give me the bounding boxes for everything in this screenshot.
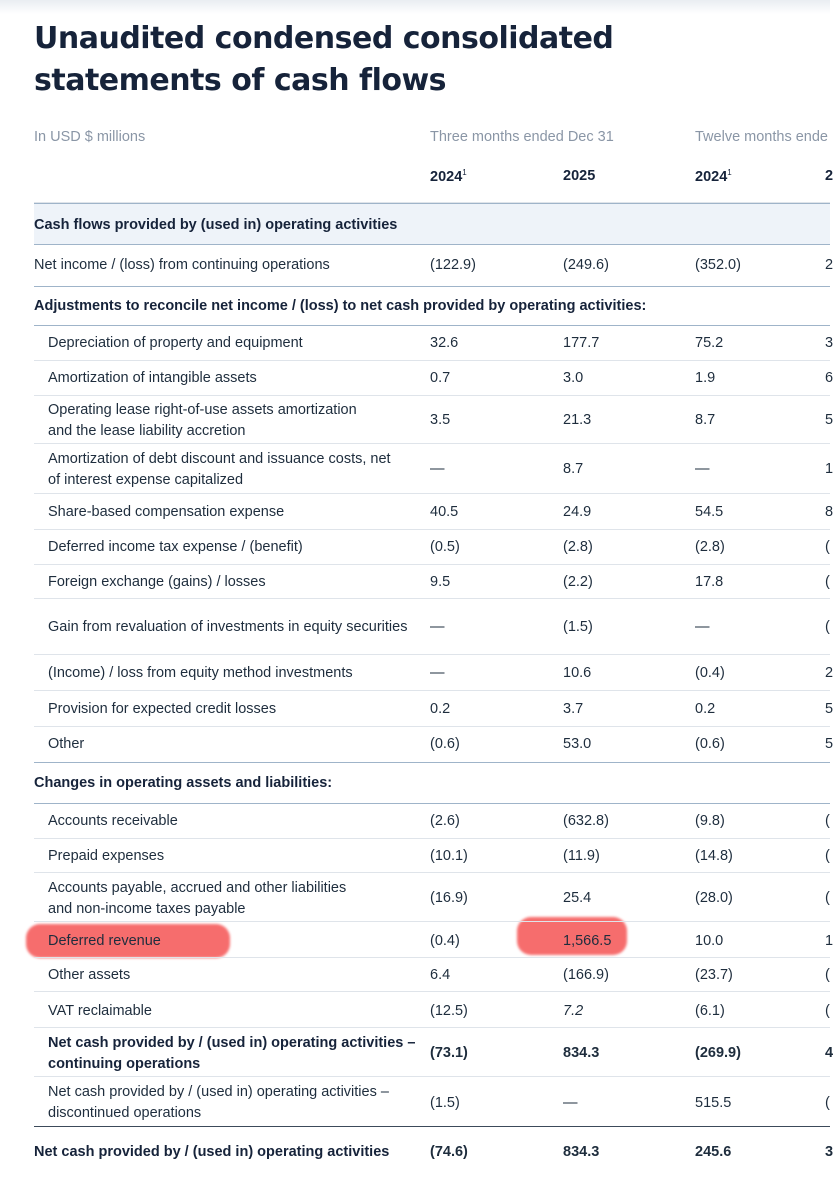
table-row [34,444,833,494]
table-row-total [34,1126,833,1178]
cell: ( [825,848,830,864]
cell: 10.6 [563,665,592,681]
row-label: Provision for expected credit losses [48,701,277,717]
table-row [34,691,833,727]
row-label-line-2: and non-income taxes payable [48,901,246,917]
cell: (12.5) [430,1003,468,1019]
cell: 834.3 [563,1144,600,1160]
cell: 40.5 [430,504,459,520]
cell: 3.5 [430,412,451,428]
row-label: Other [48,736,85,752]
year-col-3: 2024$^1$ [695,168,732,185]
cell: ( [825,1003,830,1019]
row-label-line-2: and the lease liability accretion [48,423,246,439]
period-three-months: Three months ended Dec 31 [430,129,614,145]
cell: (122.9) [430,257,476,273]
cell: (11.9) [563,848,600,864]
row-label: Amortization of debt discount and issuance costs, net [48,451,391,467]
cell: (249.6) [563,257,609,273]
table-row [34,530,830,565]
table-row-highlighted [34,922,833,958]
cell: 10.0 [695,933,724,949]
cell: 1,566.5 [563,933,612,949]
table-row [34,361,833,396]
cell: 17.8 [695,574,724,590]
cell: 25.4 [563,890,592,906]
year-col-4: 2 [825,168,833,184]
cell: 3.7 [563,701,584,717]
cell: (632.8) [563,813,609,829]
cell: 8 [825,504,833,520]
table-row [34,727,833,762]
row-label: Gain from revaluation of investments in equity securities [48,619,408,635]
table-row [34,873,830,922]
section-label: Cash flows provided by (used in) operating activities [34,217,398,233]
table-row [34,246,833,286]
cell: (74.6) [430,1144,468,1160]
cell: 177.7 [563,335,600,351]
row-label-line-2: continuing operations [48,1056,201,1072]
cell: (23.7) [695,967,733,983]
cell: — [430,665,445,681]
units-label: In USD $ millions [34,129,146,145]
table-row [34,839,830,873]
cell: (1.5) [563,619,593,635]
section-changes [34,762,830,804]
table-row [34,804,830,839]
table-row [34,494,833,530]
table-row [34,599,830,655]
cell: 53.0 [563,736,592,752]
cell: (2.8) [563,539,593,555]
cell: (2.8) [695,539,725,555]
cell: (0.5) [430,539,460,555]
title-line-1: Unaudited condensed consolidated [34,21,614,56]
row-label: Net cash provided by / (used in) operating activities – [48,1084,389,1100]
cell: (1.5) [430,1095,460,1111]
cell: — [563,1095,578,1111]
section-operating [34,203,830,245]
cell: 54.5 [695,504,724,520]
cell: 9.5 [430,574,451,590]
cell: 8.7 [563,461,584,477]
cell: 2 [825,665,833,681]
cell: ( [825,813,830,829]
table-row [34,396,833,444]
cell: 3.0 [563,370,584,386]
row-label-line-2: of interest expense capitalized [48,472,244,488]
cell: — [430,619,445,635]
table-row [34,655,833,691]
cell: 515.5 [695,1095,732,1111]
cell: — [695,461,710,477]
cell: (16.9) [430,890,468,906]
cell: (73.1) [430,1045,468,1061]
row-label: VAT reclaimable [48,1003,152,1019]
table-row [34,992,830,1028]
cell: (6.1) [695,1003,725,1019]
cell: 245.6 [695,1144,732,1160]
cell: 5 [825,701,833,717]
title-line-2: statements of cash flows [34,63,447,98]
cell: 32.6 [430,335,459,351]
cell: 3 [825,1144,833,1160]
cell: (352.0) [695,257,741,273]
cell: 5 [825,412,833,428]
cell: 1 [825,461,833,477]
cell: ( [825,1095,830,1111]
cell: (9.8) [695,813,725,829]
row-label: Accounts payable, accrued and other liabilities [48,880,347,896]
cell: (0.4) [695,665,725,681]
cell: 6 [825,370,833,386]
row-label: Net income / (loss) from continuing operations [34,257,330,273]
period-twelve-months: Twelve months ende [695,129,828,145]
cell: 7.2 [563,1003,584,1019]
row-label: Deferred income tax expense / (benefit) [48,539,303,555]
row-label-line-2: discontinued operations [48,1105,202,1121]
cell: ( [825,539,830,555]
cell: (269.9) [695,1045,741,1061]
cell: 1.9 [695,370,716,386]
cell: (2.6) [430,813,460,829]
cell: 8.7 [695,412,716,428]
row-label: Operating lease right-of-use assets amortization [48,402,357,418]
cell: (0.6) [695,736,725,752]
cell: 3 [825,335,833,351]
cell: 834.3 [563,1045,600,1061]
cell: 6.4 [430,967,451,983]
cell: 4 [825,1045,833,1061]
row-label: Share-based compensation expense [48,504,285,520]
cell: (10.1) [430,848,468,864]
section-adjustments [34,286,830,326]
cell: 1 [825,933,833,949]
cell: (14.8) [695,848,733,864]
row-label: Net cash provided by / (used in) operating activities [34,1144,390,1160]
table-row [34,565,830,599]
cell: (0.4) [430,933,460,949]
cell: ( [825,574,830,590]
cell: 0.2 [695,701,716,717]
cell: 2 [825,257,833,273]
cell: (0.6) [430,736,460,752]
table-row-subtotal [34,1028,833,1077]
table-row [34,327,833,361]
row-label: Prepaid expenses [48,848,165,864]
cell: — [430,461,445,477]
cell: 24.9 [563,504,592,520]
row-label: (Income) / loss from equity method investments [48,665,353,681]
cell: ( [825,890,830,906]
cell: 21.3 [563,412,592,428]
row-label: Net cash provided by / (used in) operating activities – [48,1035,416,1051]
section-label: Adjustments to reconcile net income / (loss) to net cash provided by operating activities: [34,298,647,314]
cell: (166.9) [563,967,609,983]
row-label: Amortization of intangible assets [48,370,257,386]
table-row [34,958,830,992]
cell: 5 [825,736,833,752]
row-label: Other assets [48,967,131,983]
cell: ( [825,967,830,983]
year-col-2: 2025 [563,168,596,184]
table-row [34,1077,830,1126]
cell: (2.2) [563,574,593,590]
cell: ( [825,619,830,635]
cell: 0.2 [430,701,451,717]
cell: (28.0) [695,890,733,906]
row-label: Foreign exchange (gains) / losses [48,574,266,590]
row-label: Deferred revenue [48,933,161,949]
year-col-1: 2024$^1$ [430,168,467,185]
row-label: Depreciation of property and equipment [48,335,303,351]
row-label: Accounts receivable [48,813,178,829]
cell: 75.2 [695,335,724,351]
cell: — [695,619,710,635]
cell: 0.7 [430,370,451,386]
section-label: Changes in operating assets and liabilities: [34,775,333,791]
